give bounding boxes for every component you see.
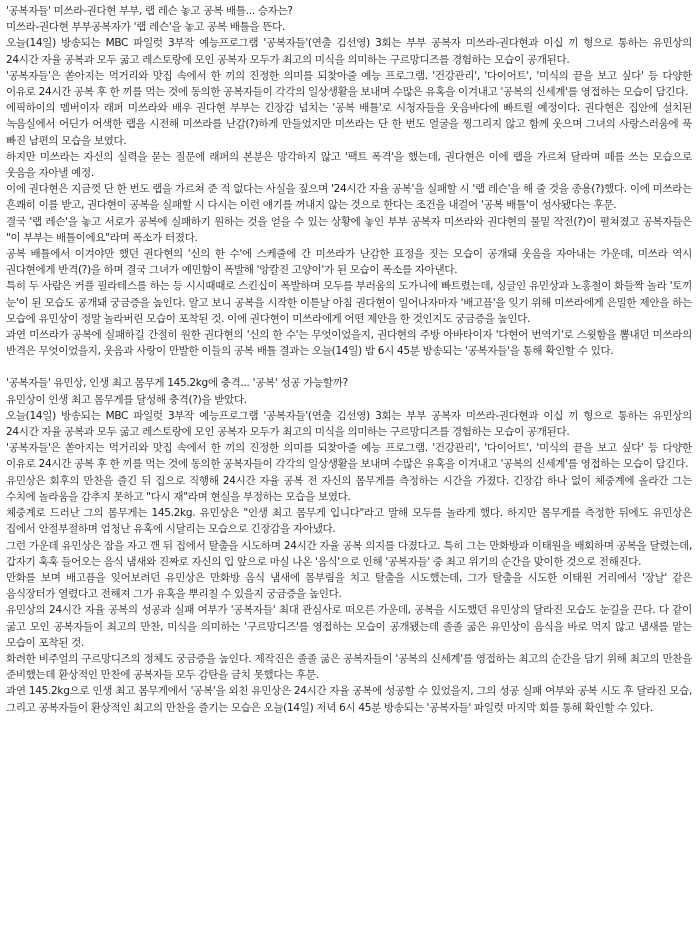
article-paragraph: '공복자들'은 쏟아지는 먹거리와 맛집 속에서 한 끼의 진정한 의미를 되찾아줄 예능 프로그램. '건강관리', '다이어트', '미식의 끝을 보고 싶다' 등 다양한 이유로 24시간 공복 후 한 끼를 먹는 것에 동의한 공복자들이 각각의 일상생활을 보내며 수많은 유혹을 이겨내고 '공복의 신세계'를 영접하는 모습이 담긴다.: [6, 442, 692, 471]
article-paragraph: 하지만 미쓰라는 자신의 실력을 묻는 질문에 래퍼의 본분은 망각하지 않고 '팩트 폭격'을 했는데, 권다현은 이에 랩을 가르쳐 달라며 떼를 쓰는 모습으로 웃음을 자아낼 예정.: [6, 150, 692, 180]
article-paragraph: 공복 배틀에서 이겨야만 했던 권다현의 '신의 한 수'에 스케줄에 간 미쓰라가 난감한 표정을 짓는 모습이 공개돼 웃음을 자아내는 가운데, 미쓰라 역시 권다현에게 반격(?)을 하며 결국 그녀가 예민함이 폭발해 '앙칼진 고양이'가 된 모습이 폭소를 자아낸다.: [6, 248, 692, 277]
article-divider: [6, 359, 692, 375]
article-paragraph: 유민상의 24시간 자율 공복의 성공과 실패 여부가 '공복자들' 최대 관심사로 떠오른 가운데, 공복을 시도했던 유민상의 달라진 모습도 눈길을 끈다. 다 같이 굶고 모인 공복자들이 최고의 만찬, 미식을 의미하는 '구르망디즈'를 영접하는 모습이 공개됐는데 졸졸 굶은 유민상이 음식을 바로 먹지 않고 냄새를 맡는 모습이 포착된 것.: [6, 604, 692, 649]
article-paragraph: 결국 '랩 레슨'을 놓고 서로가 공복에 실패하기 원하는 것을 얻을 수 있는 상황에 놓인 부부 공복자 미쓰라와 권다현의 물밑 작전(?)이 펼쳐졌고 공복자들은 "이 부부는 배틀이에요"라며 폭소가 터졌다.: [6, 215, 692, 244]
article-paragraph: 오늘(14일) 방송되는 MBC 파일럿 3부작 예능프로그램 '공복자들'(연출 김선영) 3회는 부부 공복자 미쓰라-권다현과 이십 끼 형으로 통하는 유민상의 24시간 자율 공복과 모두 굶고 레스토랑에 모인 공복자 모두가 최고의 미식을 의미하는 구르망디즈를 경험하는 모습이 공개된다.: [6, 37, 692, 66]
article-paragraph: 화려한 비주얼의 구르망디즈의 정체도 궁금증을 높인다. 제작진은 졸졸 굶은 공복자들이 '공복의 신세계'를 영접하는 최고의 순간을 담기 위해 최고의 만찬을 준비했는데 환상적인 만찬에 공복자들 모두 감탄을 금치 못했다는 후문.: [6, 652, 692, 682]
article-subtitle: 유민상이 인생 최고 몸무게를 달성해 충격(?)을 받았다.: [6, 393, 247, 406]
article-paragraph: 과연 145.2kg으로 인생 최고 몸무게에서 '공복'을 외친 유민상은 24시간 자율 공복에 성공할 수 있었을지, 그의 성공 실패 여부와 공복 시도 후 달라진 모습, 그리고 공복자들이 환상적인 최고의 만찬을 즐기는 모습은 오늘(14일) 저녁 6시 45분 방송되는 '공복자들' 파일럿 마지막 회를 통해 확인할 수 있다.: [6, 685, 692, 714]
article-2: [6, 375, 692, 715]
article-paragraph: '공복자들'은 쏟아지는 먹거리와 맛집 속에서 한 끼의 진정한 의미를 되찾아줄 예능 프로그램. '건강관리', '다이어트', '미식의 끝을 보고 싶다' 등 다양한 이유로 24시간 공복 후 한 끼를 먹는 것에 동의한 공복자들이 각각의 일상생활을 보내며 수많은 유혹을 이겨내고 '공복의 신세계'를 영접하는 모습이 담긴다.: [6, 69, 692, 99]
article-headline: '공복자들' 유민상, 인생 최고 몸무게 145.2kg에 충격... '공복' 성공 가능할까?: [6, 377, 348, 390]
article-paragraph: 체중계로 드러난 그의 몸무게는 145.2kg. 유민상은 "인생 최고 몸무게 입니다"라고 말해 모두를 놀라게 했다. 하지만 몸무게를 측정한 뒤에도 유민상은 집에서 안절부절하며 엄청난 유혹에 시달리는 모습으로 긴장감을 자아냈다.: [6, 507, 692, 536]
article-1: [6, 3, 692, 359]
article-paragraph: 그런 가운데 유민상은 잠을 자고 깬 뒤 집에서 탈출을 시도하며 24시간 자율 공복 의지를 다졌다고. 특히 그는 만화방과 이태원을 배회하며 공복을 달렸는데, 갑자기 훅훅 들어오는 음식 냄새와 진짜로 자신의 입 앞으로 마실 나온 '음식'으로 인해 '공복자들' 중 최고 위기의 순간을 맞이한 것으로 전해진다.: [6, 539, 692, 568]
article-paragraph: 과연 미쓰라가 공복에 실패하길 간절히 원한 권다현의 '신의 한 수'는 무엇이었을지, 권다현의 주방 아바타이자 '다현어 번역기'로 스윗함을 뽐내던 미쓰라의 반격은 무엇이었을지, 웃음과 사랑이 만발한 이들의 공복 배틀 결과는 오늘(14일) 밤 6시 45분 방송되는 '공복자들'을 통해 확인할 수 있다.: [6, 329, 692, 358]
article-paragraph: 유민상은 회후의 만찬을 즐긴 뒤 집으로 직행해 24시간 자율 공복 전 자신의 몸무게를 측정하는 시간을 가졌다. 긴장감 하나 없이 체중계에 올라간 그는 수치에 놀라움을 감추지 못하고 "다시 재"라며 현실을 부정하는 모습을 보였다.: [6, 474, 692, 503]
article-subtitle: 미쓰라-권다현 부부공복자가 '랩 레슨'을 놓고 공복 배틀을 뜬다.: [6, 21, 286, 34]
article-paragraph: 이에 권다현은 지금껏 단 한 번도 랩을 가르쳐 준 적 없다는 사실을 짚으며 '24시간 자율 공복'을 실패할 시 '랩 레슨'을 해 줄 것을 종용(?)했다. 이에 미쓰라는 흔쾌히 이를 받고, 권다현이 공복을 실패할 시 다시는 이런 얘기를 꺼내지 않는 것으로 한다는 조건을 내걸어 '공복 배틀'이 성사됐다는 후문.: [6, 183, 692, 212]
article-paragraph: 에픽하이의 멤버이자 래퍼 미쓰라와 배우 권다현 부부는 긴장감 넘치는 '공복 배틀'로 시청자들을 웃음바다에 빠트릴 예정이다. 권다현은 집안에 설치된 녹음실에서 어딘가 어색한 랩을 시전해 미쓰라를 난감(?)하게 만들었지만 미쓰라는 단 한 번도 얼굴을 찡그리지 않고 함께 웃으며 그녀의 사랑스러움에 푹 빠진 남편의 모습을 보였다.: [6, 102, 692, 147]
article-headline: '공복자들' 미쓰라-권다현 부부, 랩 레슨 놓고 공복 배틀... 승자는?: [6, 5, 293, 17]
article-paragraph: 특히 두 사람은 커플 필라테스를 하는 등 시시때때로 스킨십이 폭발하며 모두를 부러움의 도가니에 빠트렸는데, 싱글인 유민상과 노홍철이 화들짝 놀라 '토끼 눈'이 된 모습도 공개돼 궁금증을 높인다. 알고 보니 공복을 시작한 이튿날 아침 권다현이 일어나자마자 '배고픔'을 잊기 위해 미쓰라에게 은밀한 제안을 하는 모습에 유민상이 정말 놀라버린 모습이 포착된 것. 이에 권다현이 미쓰라에게 어떤 제안을 한 것인지도 궁금증을 높인다.: [6, 280, 692, 325]
article-paragraph: 오늘(14일) 방송되는 MBC 파일럿 3부작 예능프로그램 '공복자들'(연출 김선영) 3회는 부부 공복자 미쓰라-권다현과 이십 끼 형으로 통하는 유민상의 24시간 자율 공복과 모두 굶고 레스토랑에 모인 공복자 모두가 최고의 미식을 의미하는 구르망디즈를 경험하는 모습이 공개된다.: [6, 409, 692, 439]
article-paragraph: 만화를 보며 배고픔을 잊어보려던 유민상은 만화방 음식 냄새에 몸부림을 치고 탈출을 시도했는데, 그가 탈출을 시도한 이태원 거리에서 '장날' 같은 음식장터가 열렸다고 전해져 그가 유혹을 뿌리칠 수 있을지 궁금증을 높인다.: [6, 571, 692, 601]
